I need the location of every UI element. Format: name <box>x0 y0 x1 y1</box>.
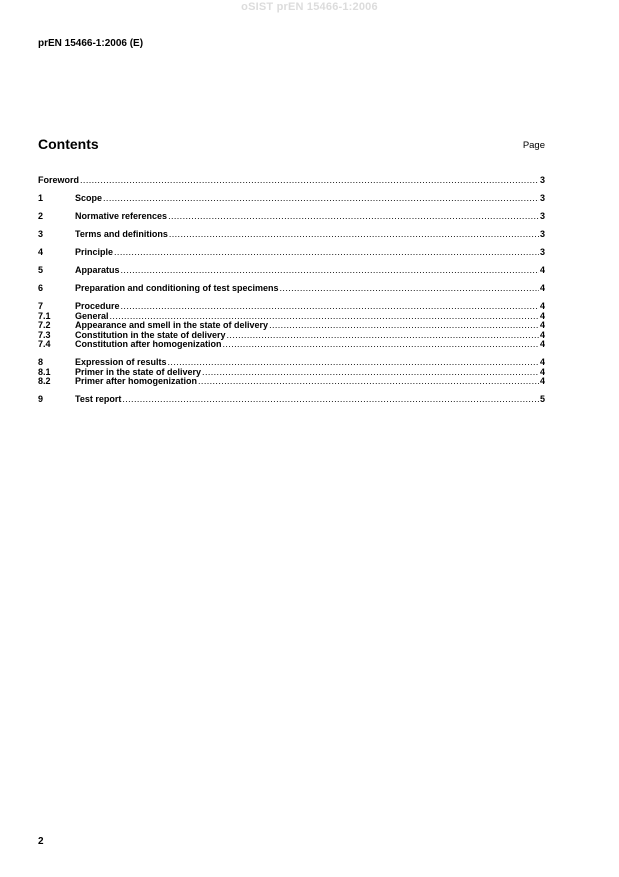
toc-entry-title: Normative references <box>75 211 168 221</box>
toc-entry-page: 4 <box>539 310 545 321</box>
toc-leader-dots <box>168 212 539 222</box>
document-id: prEN 15466-1:2006 (E) <box>38 38 144 49</box>
toc-entry-title: Apparatus <box>75 265 120 275</box>
toc-entry-number: 7.1 <box>38 310 51 321</box>
toc-entry-number: 1 <box>38 193 44 203</box>
toc-entry-number: 6 <box>38 283 44 293</box>
toc-entry-test-report[interactable] <box>38 395 545 405</box>
toc-entry-title: Expression of results <box>75 357 167 367</box>
toc-entry-page: 3 <box>539 247 545 257</box>
toc-entry-page: 4 <box>539 283 545 293</box>
toc-entry-page: 4 <box>539 357 545 367</box>
toc-leader-dots <box>169 230 539 240</box>
toc-entry-number: 9 <box>38 394 44 404</box>
toc-entry-title: Primer after homogenization <box>75 376 198 386</box>
toc-leader-dots <box>168 358 539 368</box>
toc-leader-dots <box>80 176 539 186</box>
toc-leader-dots <box>227 331 539 341</box>
toc-leader-dots <box>121 302 539 312</box>
toc-entry-page: 4 <box>539 339 545 349</box>
toc-entry-number: 8 <box>38 357 44 367</box>
toc-entry-title: Preparation and conditioning of test specimens <box>75 283 279 293</box>
toc-entry-number: 8.1 <box>38 366 51 377</box>
page-column-label: Page <box>522 140 545 151</box>
toc-entry-number: 7 <box>38 301 44 311</box>
toc-entry-page: 3 <box>539 229 545 239</box>
toc-entry-normative-references[interactable] <box>38 212 545 222</box>
toc-entry-number: 8.2 <box>38 376 51 386</box>
toc-entry-number: 3 <box>38 229 44 239</box>
table-of-contents <box>38 176 545 405</box>
toc-entry-foreword[interactable] <box>38 176 545 186</box>
toc-entry-title: Test report <box>75 394 122 404</box>
toc-entry-number: 7.3 <box>38 329 51 340</box>
toc-leader-dots <box>223 340 539 350</box>
toc-entry-page: 4 <box>539 366 545 377</box>
toc-entry-title: Constitution after homogenization <box>75 339 222 349</box>
toc-entry-page: 3 <box>539 193 545 203</box>
toc-leader-dots <box>202 368 539 378</box>
toc-entry-primer-homogenization[interactable] <box>38 377 545 387</box>
page-number: 2 <box>38 836 44 847</box>
toc-leader-dots <box>269 321 539 331</box>
toc-leader-dots <box>280 284 539 294</box>
toc-entry-page: 3 <box>539 211 545 221</box>
toc-entry-page: 5 <box>539 394 545 404</box>
toc-leader-dots <box>121 266 539 276</box>
toc-entry-title: Appearance and smell in the state of delivery <box>75 320 269 330</box>
toc-entry-title: General <box>75 310 109 321</box>
toc-entry-page: 4 <box>539 329 545 340</box>
toc-entry-number: 5 <box>38 265 44 275</box>
toc-entry-page: 4 <box>539 265 545 275</box>
toc-entry-title: Procedure <box>75 301 120 311</box>
toc-entry-number: 2 <box>38 211 44 221</box>
toc-entry-title: Principle <box>75 247 114 257</box>
toc-entry-constitution-homogenization[interactable] <box>38 340 545 350</box>
toc-entry-page: 4 <box>539 301 545 311</box>
toc-entry-preparation[interactable] <box>38 284 545 294</box>
toc-leader-dots <box>198 377 539 387</box>
toc-entry-title: Primer in the state of delivery <box>75 366 202 377</box>
toc-entry-page: 3 <box>539 175 545 185</box>
toc-entry-title: Foreword <box>38 175 80 185</box>
contents-title: Contents <box>38 136 99 152</box>
toc-entry-scope[interactable] <box>38 194 545 204</box>
toc-entry-terms-and-definitions[interactable] <box>38 230 545 240</box>
watermark: oSIST prEN 15466-1:2006 <box>241 1 378 13</box>
toc-leader-dots <box>122 395 539 405</box>
toc-entry-principle[interactable] <box>38 248 545 258</box>
toc-entry-page: 4 <box>539 376 545 386</box>
toc-leader-dots <box>114 248 539 258</box>
toc-leader-dots <box>103 194 539 204</box>
toc-entry-procedure[interactable] <box>38 302 545 312</box>
toc-entry-page: 4 <box>539 320 545 330</box>
toc-entry-number: 4 <box>38 247 44 257</box>
toc-entry-number: 7.2 <box>38 320 51 330</box>
toc-entry-title: Terms and definitions <box>75 229 168 239</box>
toc-entry-title: Constitution in the state of delivery <box>75 329 226 340</box>
toc-entry-number: 7.4 <box>38 339 51 349</box>
toc-entry-apparatus[interactable] <box>38 266 545 276</box>
toc-entry-title: Scope <box>75 193 103 203</box>
